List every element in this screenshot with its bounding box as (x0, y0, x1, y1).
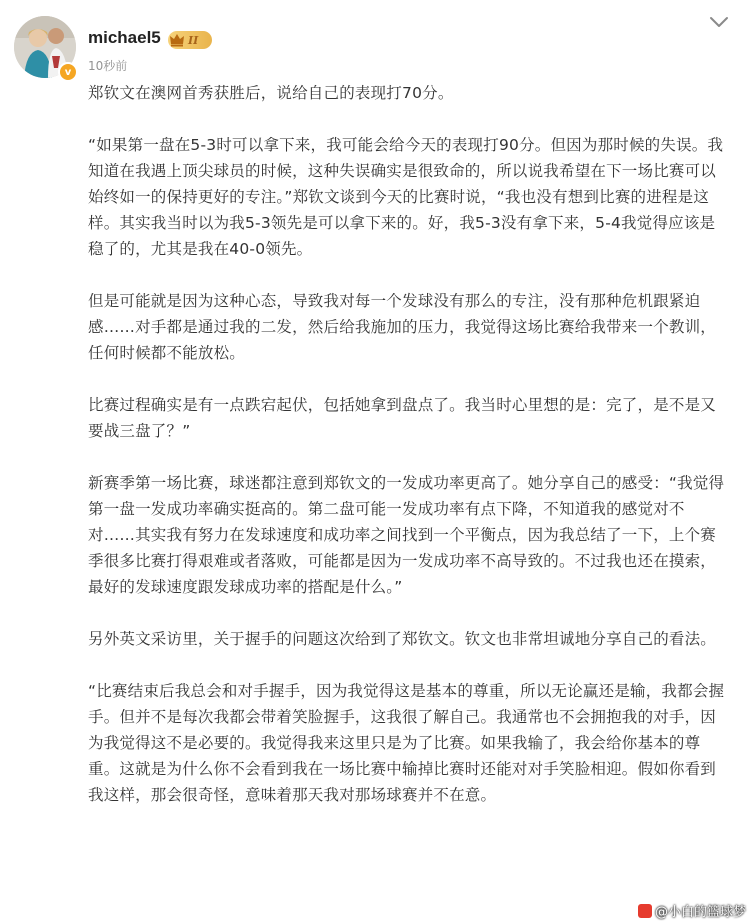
post-paragraph: 新赛季第一场比赛，球迷都注意到郑钦文的一发成功率更高了。她分享自己的感受：“我觉得第一盘一发成功率确实挺高的。第二盘可能一发成功率有点下降，不知道我的感觉对不对……其实我有努力在发球速度和成功率之间找到一个平衡点，因为我总结了一下，上个赛季很多比赛打得艰难或者落败，可能都是因为一发成功率不高导致的。不过我也还在摸索，最好的发球速度跟发球成功率的搭配是什么。” (88, 474, 725, 596)
post-paragraph: 另外英文采访里，关于握手的问题这次给到了郑钦文。钦文也非常坦诚地分享自己的看法。 (88, 630, 717, 648)
post-header (0, 0, 748, 80)
vip-level: II (188, 33, 199, 47)
post-body (88, 80, 728, 808)
watermark-logo-icon (638, 904, 652, 918)
watermark (638, 901, 746, 920)
post-paragraph: 郑钦文在澳网首秀获胜后，说给自己的表现打70分。 (88, 84, 454, 102)
post-paragraph: “比赛结束后我总会和对手握手，因为我觉得这是基本的尊重，所以无论赢还是输，我都会握手。但并不是每次我都会带着笑脸握手，这我很了解自己。我通常也不会拥抱我的对手，因为我觉得这不是必要的。我觉得我来这里只是为了比赛。如果我输了，我会给你基本的尊重。这就是为什么你不会看到我在一场比赛中输掉比赛时还能对对手笑脸相迎。假如你看到我这样，那会很奇怪，意味着那天我对那场球赛并不在意。 (88, 682, 725, 804)
author-name[interactable]: michael5 (88, 28, 161, 47)
post-paragraph: “如果第一盘在5-3时可以拿下来，我可能会给今天的表现打90分。但因为那时候的失误。我知道在我遇上顶尖球员的时候，这种失误确实是很致命的，所以说我希望在下一场比赛可以始终如一的保持更好的专注。”郑钦文谈到今天的比赛时说，“我也没有想到比赛的进程是这样。其实我当时以为我5-3领先是可以拿下来的。好，我5-3没有拿下来，5-4我觉得应该是稳了的，尤其是我在40-0领先。 (88, 136, 724, 258)
chevron-down-icon[interactable] (706, 12, 732, 32)
watermark-text: @小白的篮球梦 (654, 905, 746, 920)
post-timestamp[interactable]: 10秒前 (88, 59, 128, 73)
crown-icon (168, 31, 186, 49)
post-paragraph: 比赛过程确实是有一点跌宕起伏，包括她拿到盘点了。我当时心里想的是：完了，是不是又要战三盘了？” (88, 396, 717, 440)
vip-badge[interactable] (168, 31, 212, 49)
post-paragraph: 但是可能就是因为这种心态，导致我对每一个发球没有那么的专注，没有那种危机跟紧迫感……对手都是通过我的二发，然后给我施加的压力，我觉得这场比赛给我带来一个教训，任何时候都不能放松。 (88, 292, 717, 362)
verified-badge-icon: v (58, 62, 78, 82)
